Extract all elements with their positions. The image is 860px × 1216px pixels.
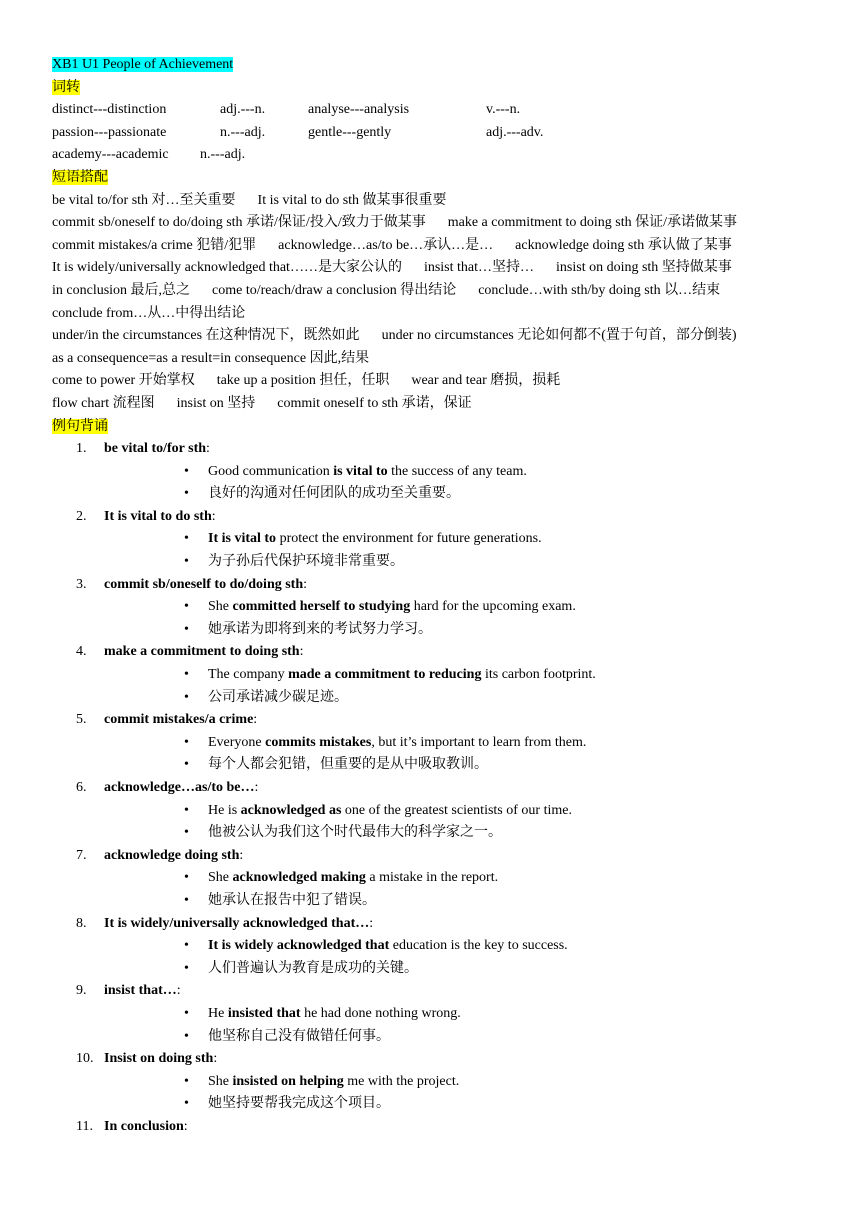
english-sentence: [156, 867, 812, 890]
sentence-segment: committed herself to studying: [232, 599, 411, 615]
title-line: [52, 54, 812, 77]
phrase-item: in conclusion 最后,总之: [52, 282, 191, 298]
chinese-translation: [156, 1026, 812, 1049]
example-heading: 5. commit mistakes/a crime:: [104, 709, 812, 732]
sentence-segment: education is the key to success.: [389, 938, 568, 954]
section-phrases-line: [52, 167, 812, 190]
phrase-item: insist on doing sth 坚持做某事: [556, 260, 732, 276]
sentence-segment: He: [208, 1005, 228, 1021]
sentence-segment: acknowledged as: [240, 802, 342, 818]
part-of-speech: v.---n.: [486, 102, 521, 118]
word-form-pair: gentle---gently: [308, 124, 392, 140]
bullet-icon: •: [184, 1073, 189, 1089]
example-heading: 9. insist that…:: [104, 980, 812, 1003]
bullet-icon: •: [184, 554, 189, 570]
bullet-icon: •: [184, 1096, 189, 1112]
sentence-segment: is vital to: [333, 463, 388, 479]
sentence-segment: He is: [208, 802, 241, 818]
example-phrase: It is vital to do sth: [104, 508, 212, 524]
example-sentences: [104, 935, 812, 980]
phrase-item: conclude…with sth/by doing sth 以…结束: [478, 282, 721, 298]
english-sentence: [156, 732, 812, 755]
example-heading: 2. It is vital to do sth:: [104, 506, 812, 529]
example-item: [52, 641, 812, 709]
phrase-line: [52, 325, 812, 348]
example-sentences: [104, 664, 812, 709]
phrase-item: It is widely/universally acknowledged that……是大家公认的: [52, 260, 402, 276]
example-sentences: [104, 800, 812, 845]
sentence-segment: one of the greatest scientists of our time.: [341, 802, 572, 818]
part-of-speech: n.---adj.: [220, 124, 266, 140]
sentence-segment: hard for the upcoming exam.: [410, 599, 576, 615]
translation-text: 她坚持要帮我完成这个项目。: [208, 1096, 390, 1112]
example-item: [52, 777, 812, 845]
bullet-icon: •: [184, 938, 189, 954]
example-sentences: [104, 1071, 812, 1116]
example-number: 4.: [76, 644, 87, 660]
example-heading: 4. make a commitment to doing sth:: [104, 641, 812, 664]
example-number: 5.: [76, 712, 87, 728]
example-phrase: acknowledge doing sth: [104, 847, 240, 863]
part-of-speech: adj.---n.: [220, 102, 266, 118]
section-word-forms-line: [52, 77, 812, 100]
document-page: [52, 54, 812, 1139]
example-item: [52, 980, 812, 1048]
bullet-icon: •: [184, 599, 189, 615]
sentence-segment: the success of any team.: [387, 463, 527, 479]
word-form-pair: academy---academic: [52, 147, 169, 163]
example-heading: 1. be vital to/for sth:: [104, 438, 812, 461]
example-item: [52, 438, 812, 506]
chinese-translation: [156, 687, 812, 710]
example-phrase: insist that…: [104, 983, 177, 999]
bullet-icon: •: [184, 667, 189, 683]
sentence-segment: She: [208, 1073, 233, 1089]
chinese-translation: [156, 1093, 812, 1116]
phrase-item: come to/reach/draw a conclusion 得出结论: [212, 282, 457, 298]
phrase-item: under no circumstances 无论如何都不(置于句首，部分倒装): [381, 328, 737, 344]
sentence-segment: me with the project.: [343, 1073, 460, 1089]
phrase-item: commit mistakes/a crime 犯错/犯罪: [52, 237, 257, 253]
bullet-icon: •: [184, 825, 189, 841]
sentence-segment: Good communication: [208, 463, 334, 479]
bullet-icon: •: [184, 757, 189, 773]
translation-text: 人们普遍认为教育是成功的关键。: [208, 960, 418, 976]
sentence-segment: he had done nothing wrong.: [300, 1005, 461, 1021]
bullet-icon: •: [184, 892, 189, 908]
bullet-icon: •: [184, 689, 189, 705]
word-form-line: [52, 99, 812, 122]
part-of-speech: n.---adj.: [200, 147, 246, 163]
phrase-item: insist that…坚持…: [423, 260, 535, 276]
example-phrase: In conclusion: [104, 1118, 184, 1134]
example-heading: 3. commit sb/oneself to do/doing sth:: [104, 574, 812, 597]
example-sentences: [104, 732, 812, 777]
example-number: 9.: [76, 983, 87, 999]
word-forms-list: [52, 99, 812, 167]
bullet-icon: •: [184, 734, 189, 750]
phrase-item: as a consequence=as a result=in consequence 因此,结果: [52, 350, 370, 366]
sentence-segment: insisted that: [227, 1005, 301, 1021]
phrase-item: under/in the circumstances 在这种情况下，既然如此: [52, 328, 360, 344]
phrases-list: [52, 190, 812, 416]
sentence-segment: Everyone: [208, 734, 266, 750]
phrase-line: [52, 393, 812, 416]
phrase-line: [52, 212, 812, 235]
english-sentence: [156, 935, 812, 958]
english-sentence: [156, 528, 812, 551]
example-number: 2.: [76, 508, 87, 524]
bullet-icon: •: [184, 531, 189, 547]
part-of-speech: adj.---adv.: [486, 124, 544, 140]
example-phrase: Insist on doing sth: [104, 1051, 214, 1067]
phrase-line: [52, 235, 812, 258]
chinese-translation: [156, 483, 812, 506]
phrase-line: [52, 190, 812, 213]
sentence-segment: It is widely acknowledged that: [208, 938, 390, 954]
english-sentence: [156, 596, 812, 619]
translation-text: 她承诺为即将到来的考试努力学习。: [208, 621, 432, 637]
translation-text: 他被公认为我们这个时代最伟大的科学家之一。: [208, 825, 502, 841]
example-item: [52, 845, 812, 913]
example-phrase: commit sb/oneself to do/doing sth: [104, 576, 304, 592]
bullet-icon: •: [184, 802, 189, 818]
english-sentence: [156, 461, 812, 484]
example-number: 11.: [76, 1118, 93, 1134]
word-form-pair: passion---passionate: [52, 124, 167, 140]
phrase-line: [52, 303, 812, 326]
phrase-item: be vital to/for sth 对…至关重要: [52, 192, 236, 208]
sentence-segment: protect the environment for future generations.: [276, 531, 542, 547]
translation-text: 他坚称自己没有做错任何事。: [208, 1028, 390, 1044]
example-sentences: [104, 867, 812, 912]
phrase-line: [52, 280, 812, 303]
example-heading: 6. acknowledge…as/to be…:: [104, 777, 812, 800]
bullet-icon: •: [184, 463, 189, 479]
section-heading-phrases: 短语搭配: [52, 169, 108, 185]
sentence-segment: , but it’s important to learn from them.: [371, 734, 587, 750]
phrase-item: wear and tear 磨损，损耗: [411, 373, 561, 389]
section-examples-line: [52, 416, 812, 439]
english-sentence: [156, 1071, 812, 1094]
example-sentences: [104, 461, 812, 506]
example-item: [52, 1048, 812, 1116]
example-phrase: acknowledge…as/to be…: [104, 780, 255, 795]
phrase-item: acknowledge…as/to be…承认…是…: [278, 237, 494, 253]
phrase-item: commit oneself to sth 承诺，保证: [277, 395, 472, 411]
sentence-segment: insisted on helping: [232, 1073, 344, 1089]
examples-list: [52, 438, 812, 1138]
sentence-segment: commits mistakes: [265, 734, 372, 750]
bullet-icon: •: [184, 486, 189, 502]
example-item: [52, 574, 812, 642]
example-heading: 11. In conclusion:: [104, 1116, 812, 1139]
chinese-translation: [156, 822, 812, 845]
example-phrase: be vital to/for sth: [104, 441, 207, 457]
translation-text: 她承认在报告中犯了错误。: [208, 892, 376, 908]
sentence-segment: She: [208, 599, 233, 615]
example-heading: 10. Insist on doing sth:: [104, 1048, 812, 1071]
document-title: XB1 U1 People of Achievement: [52, 57, 234, 72]
phrase-item: conclude from…从…中得出结论: [52, 305, 246, 321]
english-sentence: [156, 664, 812, 687]
word-form-line: [52, 122, 812, 145]
word-form-pair: distinct---distinction: [52, 102, 167, 118]
translation-text: 公司承诺减少碳足迹。: [208, 689, 348, 705]
bullet-icon: •: [184, 960, 189, 976]
phrase-line: [52, 348, 812, 371]
bullet-icon: •: [184, 870, 189, 886]
example-sentences: [104, 1003, 812, 1048]
example-phrase: It is widely/universally acknowledged that…: [104, 915, 370, 931]
example-number: 8.: [76, 915, 87, 931]
phrase-item: It is vital to do sth 做某事很重要: [257, 192, 447, 208]
phrase-item: come to power 开始掌权: [52, 373, 195, 389]
word-form-pair: analyse---analysis: [308, 102, 410, 118]
translation-text: 每个人都会犯错，但重要的是从中吸取教训。: [208, 757, 488, 773]
example-number: 3.: [76, 576, 87, 592]
sentence-segment: its carbon footprint.: [481, 667, 596, 683]
example-heading: 7. acknowledge doing sth:: [104, 845, 812, 868]
example-item: [52, 506, 812, 574]
sentence-segment: made a commitment to reducing: [288, 667, 482, 683]
example-heading: 8. It is widely/universally acknowledged that…:: [104, 913, 812, 936]
phrase-item: make a commitment to doing sth 保证/承诺做某事: [447, 215, 738, 231]
example-number: 10.: [76, 1051, 94, 1067]
chinese-translation: [156, 551, 812, 574]
bullet-icon: •: [184, 621, 189, 637]
chinese-translation: [156, 619, 812, 642]
chinese-translation: [156, 754, 812, 777]
translation-text: 为子孙后代保护环境非常重要。: [208, 554, 404, 570]
phrase-item: insist on 坚持: [176, 395, 256, 411]
english-sentence: [156, 1003, 812, 1026]
phrase-item: flow chart 流程图: [52, 395, 155, 411]
example-item: [52, 913, 812, 981]
translation-text: 良好的沟通对任何团队的成功至关重要。: [208, 486, 460, 502]
phrase-line: [52, 370, 812, 393]
section-heading-word-forms: 词转: [52, 79, 80, 95]
phrase-item: acknowledge doing sth 承认做了某事: [515, 237, 732, 253]
example-item: [52, 709, 812, 777]
example-number: 7.: [76, 847, 87, 863]
sentence-segment: It is vital to: [208, 531, 277, 547]
phrase-item: take up a position 担任，任职: [216, 373, 390, 389]
sentence-segment: acknowledged making: [232, 870, 366, 886]
example-phrase: commit mistakes/a crime: [104, 712, 254, 728]
phrase-item: commit sb/oneself to do/doing sth 承诺/保证/投入/致力于做某事: [52, 215, 426, 231]
word-form-line: [52, 144, 812, 167]
example-sentences: [104, 596, 812, 641]
bullet-icon: •: [184, 1005, 189, 1021]
section-heading-examples: 例句背诵: [52, 418, 108, 434]
phrase-line: [52, 257, 812, 280]
example-number: 1.: [76, 441, 87, 457]
sentence-segment: The company: [208, 667, 289, 683]
chinese-translation: [156, 958, 812, 981]
example-phrase: make a commitment to doing sth: [104, 644, 300, 660]
example-item: [52, 1116, 812, 1139]
example-number: 6.: [76, 780, 87, 795]
english-sentence: [156, 800, 812, 823]
sentence-segment: a mistake in the report.: [365, 870, 499, 886]
bullet-icon: •: [184, 1028, 189, 1044]
chinese-translation: [156, 890, 812, 913]
example-sentences: [104, 528, 812, 573]
sentence-segment: She: [208, 870, 233, 886]
